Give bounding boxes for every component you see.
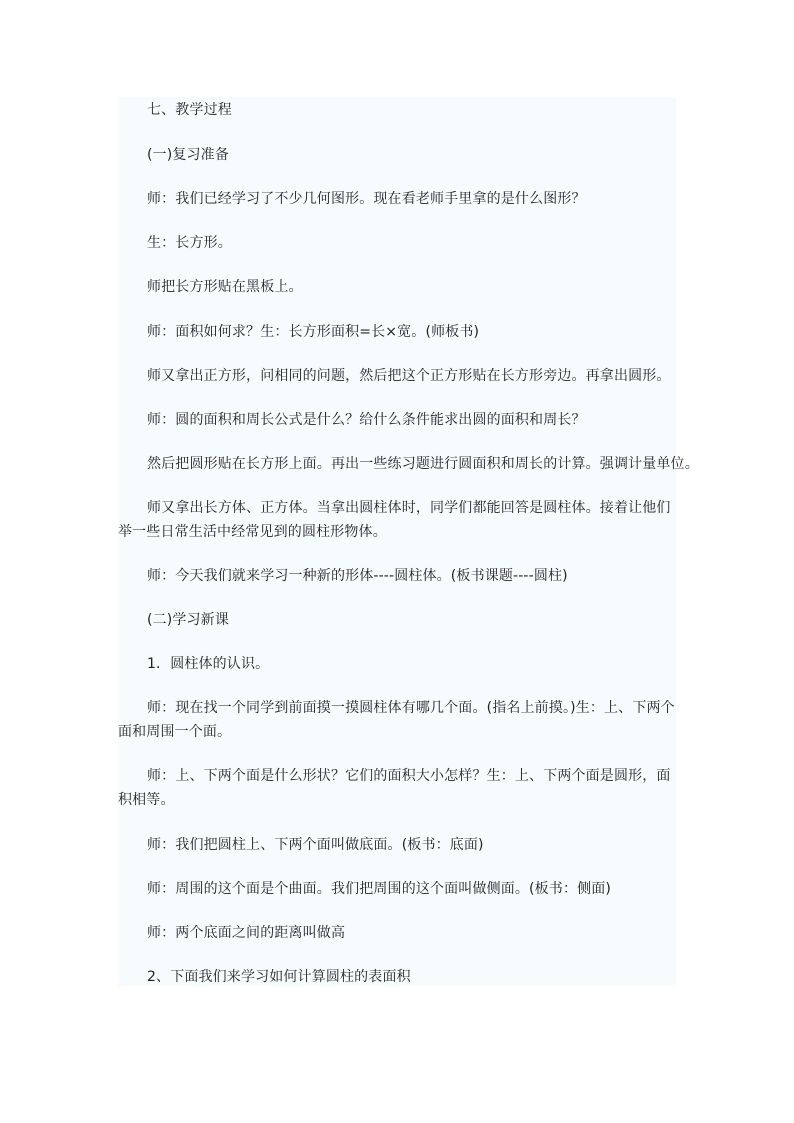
paragraph: 师又拿出长方体、正方体。当拿出圆柱体时，同学们都能回答是圆柱体。接着让他们举一些日常生活中经常见到的圆柱形物体。 (118, 500, 671, 540)
numbered-heading: 1．圆柱体的认识。 (147, 656, 270, 672)
paragraph: 师：周围的这个面是个曲面。我们把周围的这个面叫做侧面。(板书：侧面) (147, 881, 612, 897)
document-content (118, 97, 699, 986)
paragraph: 师：现在找一个同学到前面摸一摸圆柱体有哪几个面。(指名上前摸。)生：上、下两个面和周围一个面。 (118, 700, 675, 740)
paragraph: 师又拿出正方形，问相同的问题，然后把这个正方形贴在长方形旁边。再拿出圆形。 (147, 368, 671, 384)
paragraph: 师：面积如何求？生：长方形面积=长×宽。(师板书) (147, 324, 480, 340)
subsection-heading: (一)复习准备 (147, 147, 229, 163)
section-heading: 七、教学过程 (147, 102, 232, 118)
paragraph: 生：长方形。 (147, 235, 232, 251)
paragraph: 师：今天我们就来学习一种新的形体----圆柱体。(板书课题----圆柱) (147, 568, 568, 584)
paragraph: 然后把圆形贴在长方形上面。再出一些练习题进行圆面积和周长的计算。强调计量单位。 (147, 456, 699, 472)
paragraph: 师把长方形贴在黑板上。 (147, 279, 303, 295)
paragraph: 师：我们把圆柱上、下两个面叫做底面。(板书：底面) (147, 837, 484, 853)
paragraph: 师：圆的面积和周长公式是什么？给什么条件能求出圆的面积和周长？ (147, 412, 586, 428)
paragraph: 师：我们已经学习了不少几何图形。现在看老师手里拿的是什么图形？ (147, 191, 586, 207)
subsection-heading: (二)学习新课 (147, 612, 229, 628)
numbered-heading: 2、下面我们来学习如何计算圆柱的表面积 (147, 969, 411, 985)
paragraph: 师：上、下两个面是什么形状？它们的面积大小怎样？生：上、下两个面是圆形，面积相等。 (118, 768, 671, 808)
paragraph: 师：两个底面之间的距离叫做高 (147, 925, 346, 941)
